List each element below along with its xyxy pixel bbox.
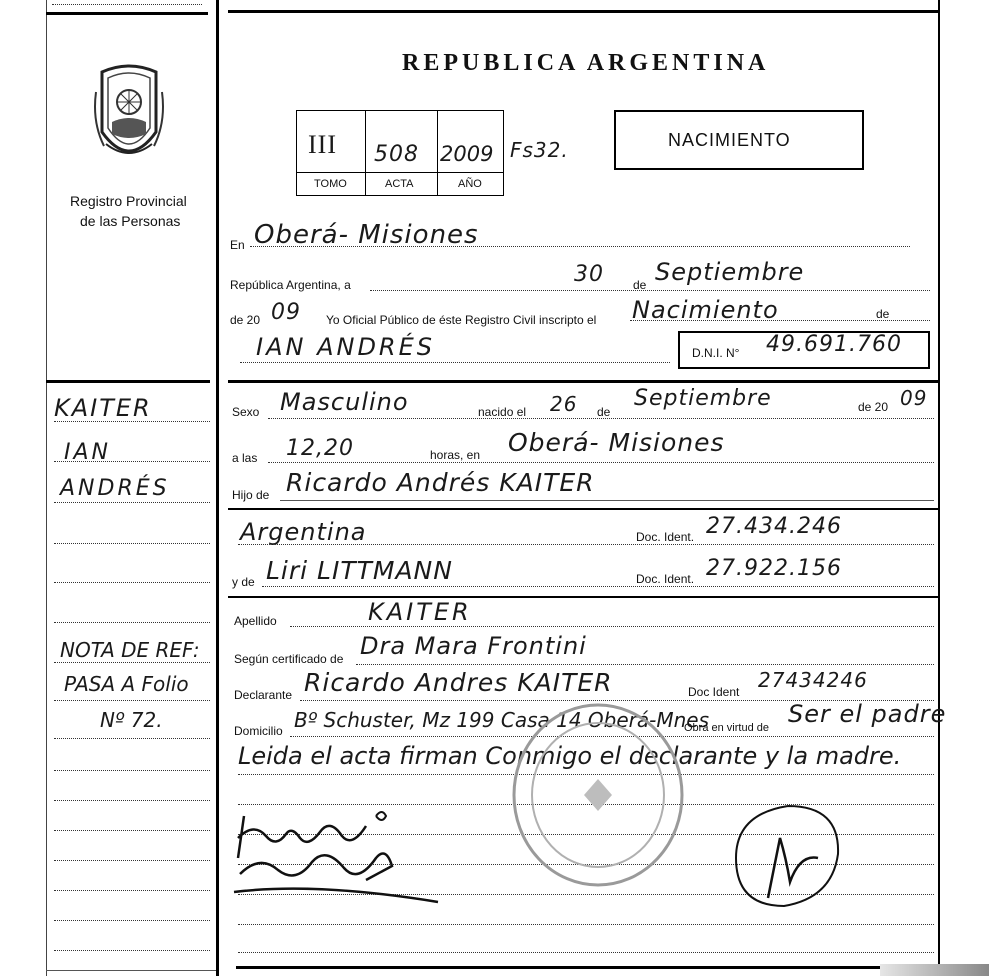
day-value: 30 — [574, 262, 604, 287]
bottom-border — [236, 966, 938, 969]
birth-day: 26 — [550, 392, 578, 416]
margin-line-3 — [54, 502, 210, 503]
hijo-rule — [228, 508, 938, 510]
segun-label: Según certificado de — [234, 652, 344, 666]
folio-note: Fs32. — [510, 138, 569, 162]
official-stamp — [508, 700, 688, 890]
mother-doc-label: Doc. Ident. — [636, 572, 695, 586]
blank-line-6 — [238, 952, 934, 953]
declarante-doc-label: Doc Ident — [688, 685, 740, 699]
margin-line-9 — [54, 738, 210, 739]
margin-line-6 — [54, 622, 210, 623]
margin-line-12 — [54, 830, 210, 831]
en-label: En — [230, 238, 245, 252]
obra-label: Obra en virtud de — [684, 722, 769, 734]
place-value: Oberá- Misiones — [254, 220, 479, 250]
republica-label: República Argentina, a — [230, 278, 351, 292]
section-divider-main — [228, 380, 938, 383]
event-line — [630, 320, 930, 321]
certificate-value: Dra Mara Frontini — [360, 632, 587, 660]
country-title: REPUBLICA ARGENTINA — [402, 50, 770, 76]
margin-line-14 — [54, 890, 210, 891]
oficial-label: Yo Oficial Público de éste Registro Civil inscripto el — [326, 313, 597, 327]
horas-label: horas, en — [430, 448, 481, 462]
year-prefix: de 20 — [230, 313, 261, 327]
page-corner-shadow — [880, 964, 989, 976]
declarante-doc: 27434246 — [758, 668, 868, 692]
signature-left — [226, 796, 456, 906]
yde-label: y de — [232, 575, 255, 589]
margin-line-16 — [54, 950, 210, 951]
bottom-border-left — [46, 970, 216, 971]
domicilio-value: Bº Schuster, Mz 199 Casa 14 Oberá-Mnes — [294, 708, 710, 732]
sexo-label: Sexo — [232, 405, 260, 419]
tomo-label: TOMO — [314, 178, 347, 190]
apellido-label: Apellido — [234, 614, 277, 628]
time-value: 12,20 — [286, 436, 354, 461]
segun-line — [356, 664, 934, 665]
father-nationality: Argentina — [240, 518, 367, 546]
birth-place: Oberá- Misiones — [508, 428, 725, 457]
tomo-value: III — [308, 130, 337, 159]
birth-year-suffix: 09 — [900, 386, 928, 410]
de-label: de — [633, 278, 647, 292]
margin-line-11 — [54, 800, 210, 801]
margin-line-13 — [54, 860, 210, 861]
dni-label: D.N.I. N° — [692, 346, 740, 360]
mother-line — [262, 586, 934, 587]
place-line — [250, 246, 910, 247]
registry-label-2: de las Personas — [80, 213, 181, 229]
declarante-value: Ricardo Andres KAITER — [304, 668, 613, 697]
birth-de-label: de — [597, 405, 611, 419]
acta-value: 508 — [374, 142, 419, 167]
acta-label: ACTA — [385, 178, 414, 190]
margin-line-7 — [54, 662, 210, 663]
birth-month: Septiembre — [634, 386, 772, 411]
father-name: Ricardo Andrés KAITER — [286, 468, 595, 497]
box-label-sep-1 — [365, 172, 366, 196]
right-border — [938, 0, 940, 968]
month-value: Septiembre — [655, 258, 805, 286]
nationality-line — [238, 544, 934, 545]
margin-line-5 — [54, 582, 210, 583]
nacido-label: nacido el — [478, 405, 527, 419]
margin-note-2: PASA A Folio — [64, 672, 189, 696]
apellido-line — [290, 626, 934, 627]
top-border-main — [228, 10, 938, 13]
margin-note-1: NOTA DE REF: — [60, 638, 200, 662]
registry-label-1: Registro Provincial — [70, 193, 187, 209]
margin-line-10 — [54, 770, 210, 771]
margin-given-1: IAN — [64, 440, 111, 465]
date-line — [370, 290, 930, 291]
margin-surname: KAITER — [54, 394, 152, 422]
de-label-2: de — [876, 307, 890, 321]
left-margin-border — [46, 0, 47, 976]
event-value: Nacimiento — [632, 296, 779, 324]
mother-name: Liri LITTMANN — [266, 556, 453, 585]
margin-given-2: ANDRÉS — [60, 476, 170, 501]
blank-line-5 — [238, 924, 934, 925]
sexo-value: Masculino — [280, 388, 409, 416]
margin-note-3: Nº 72. — [100, 708, 163, 732]
year-suffix: 09 — [271, 300, 301, 325]
mother-rule — [228, 596, 938, 598]
signature-right — [728, 798, 848, 918]
hijo-label: Hijo de — [232, 488, 270, 502]
margin-line-15 — [54, 920, 210, 921]
margin-line-8 — [54, 700, 210, 701]
margin-line-1 — [54, 421, 210, 422]
margin-line-2 — [54, 461, 210, 462]
closing-text: Leida el acta firman Conmigo el declarante y la madre. — [238, 742, 902, 770]
margin-divider — [216, 0, 219, 976]
domicilio-label: Domicilio — [234, 724, 283, 738]
mother-doc: 27.922.156 — [706, 556, 842, 581]
box-label-sep-2 — [437, 172, 438, 196]
father-doc: 27.434.246 — [706, 514, 842, 539]
record-type-label: NACIMIENTO — [668, 130, 791, 150]
top-border-left — [46, 12, 208, 15]
section-divider-left — [46, 380, 210, 383]
declarante-label: Declarante — [234, 688, 293, 702]
father-doc-label: Doc. Ident. — [636, 530, 695, 544]
alas-label: a las — [232, 451, 258, 465]
provincial-seal — [92, 62, 166, 172]
hijo-line — [280, 500, 934, 501]
anio-label: AÑO — [458, 178, 482, 190]
child-name-line — [240, 362, 670, 363]
birth-year-prefix: de 20 — [858, 400, 889, 414]
obra-value: Ser el padre — [788, 700, 947, 728]
top-dots — [52, 4, 202, 5]
child-name: IAN ANDRÉS — [256, 333, 436, 361]
dni-value: 49.691.760 — [766, 332, 902, 357]
margin-line-4 — [54, 543, 210, 544]
anio-value: 2009 — [440, 142, 494, 166]
sexo-line — [268, 418, 934, 419]
apellido-value: KAITER — [368, 598, 472, 626]
time-line — [268, 462, 934, 463]
